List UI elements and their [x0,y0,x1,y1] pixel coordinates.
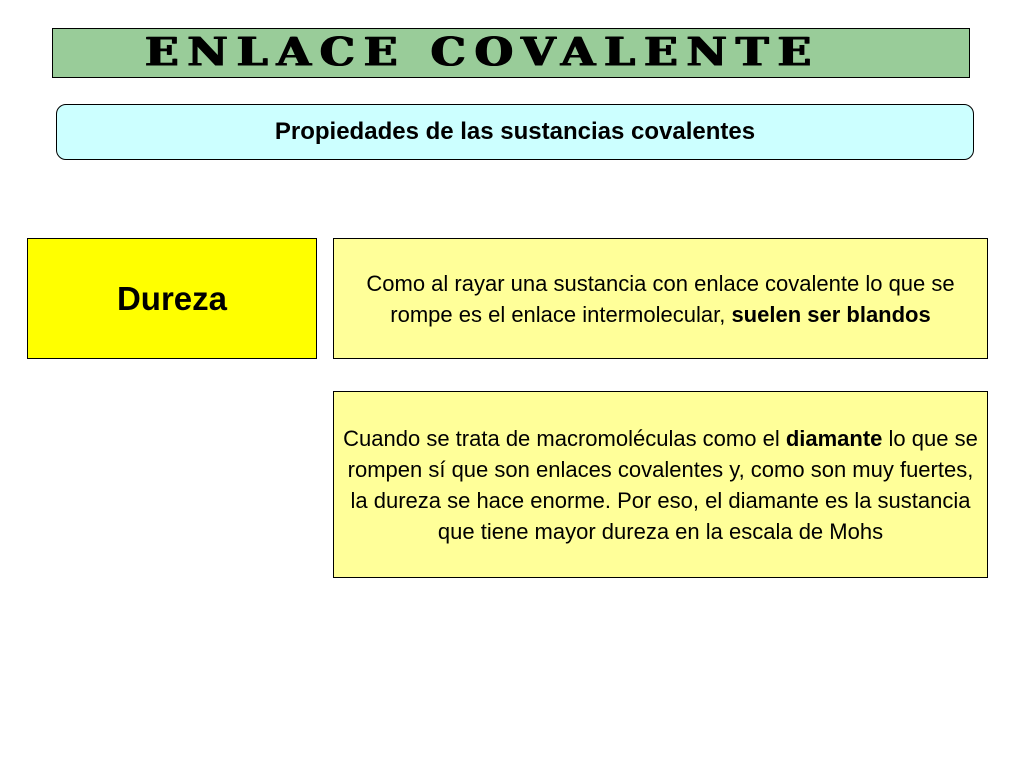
page-title: ENLACE COVALENTE [145,29,821,76]
explanation-diamond-text-end: lo que se rompen sí que son enlaces covalentes y, como son muy fuertes, la dureza se hace enorme. Por eso, el diamante es la sustancia que tiene mayor dureza en la escala de Mohs [347,425,978,544]
explanation-box-diamond [333,391,988,578]
explanation-soft-text: Como al rayar una sustancia con enlace covalente lo que se rompe es el enlace intermolecular, [366,270,955,327]
subtitle: Propiedades de las sustancias covalentes [274,118,756,145]
subtitle-banner [56,104,974,160]
explanation-box-soft [333,238,988,359]
explanation-text-soft [340,268,981,330]
title-banner [52,28,970,78]
property-label-box [27,238,317,359]
property-label: Dureza [116,279,228,317]
explanation-text-diamond [340,423,981,547]
explanation-soft-emphasis: suelen ser blandos [731,301,931,327]
explanation-diamond-emphasis: diamante [785,425,883,451]
explanation-diamond-text-start: Cuando se trata de macromoléculas como el [343,425,786,451]
